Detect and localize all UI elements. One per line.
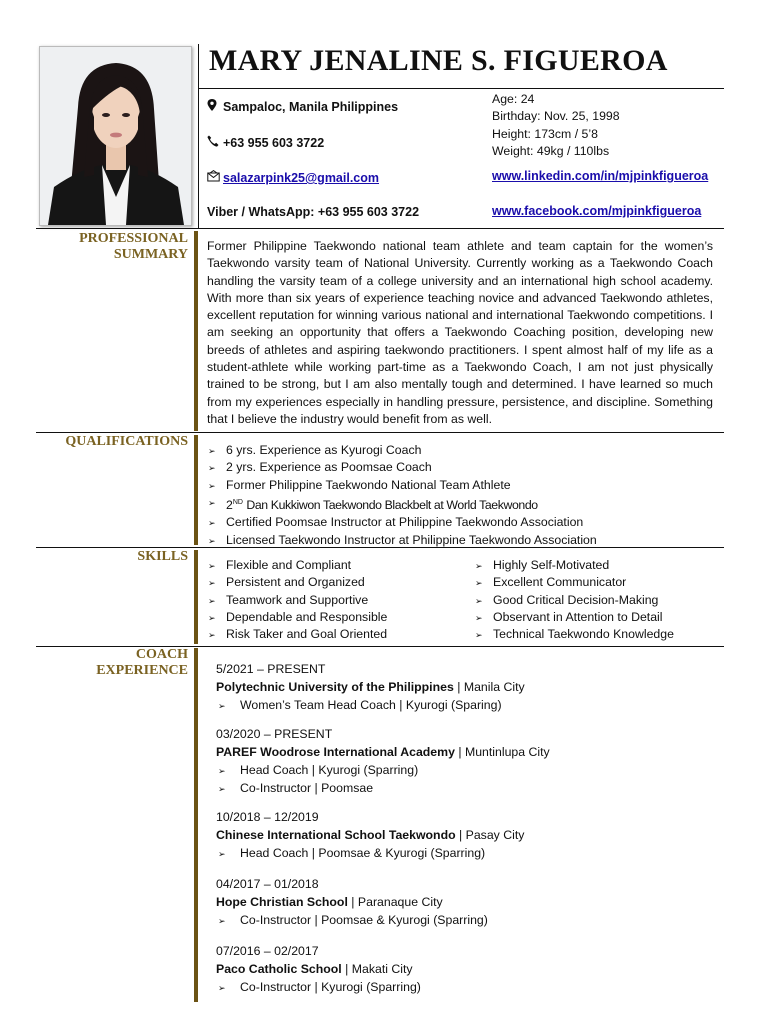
experience-section-title: [40, 647, 188, 679]
map-pin-icon: [207, 99, 223, 114]
section-divider: [36, 432, 724, 433]
experience-title-line2: EXPERIENCE: [96, 663, 188, 678]
phone-icon: [207, 135, 223, 150]
experience-org: Hope Christian School: [216, 895, 348, 909]
qualifications-section-title: QUALIFICATIONS: [65, 434, 188, 449]
list-item: ➢ Risk Taker and Goal Oriented: [207, 626, 387, 643]
summary-section-title: [40, 231, 188, 263]
section-divider: [36, 547, 724, 548]
phone-line: [207, 135, 324, 150]
list-item: [207, 494, 597, 514]
experience-city: Paranaque City: [357, 895, 443, 909]
summary-title-line1: PROFESSIONAL: [79, 231, 188, 246]
experience-role: ➢ Co-Instructor | Poomsae: [216, 779, 716, 797]
candidate-name: MARY JENALINE S. FIGUEROA: [209, 44, 668, 77]
experience-org: Chinese International School Taekwondo: [216, 828, 456, 842]
weight-text: Weight: 49kg / 110lbs: [492, 143, 610, 158]
qualifications-gold-bar: [194, 435, 198, 545]
location-text: Sampaloc, Manila Philippines: [223, 100, 399, 114]
experience-role: ➢ Co-Instructor | Kyurogi (Sparring): [216, 978, 716, 996]
experience-org: PAREF Woodrose International Academy: [216, 745, 455, 759]
experience-role: ➢ Women’s Team Head Coach | Kyurogi (Sparing): [216, 696, 716, 714]
facebook-link[interactable]: www.facebook.com/mjpinkfigueroa: [492, 204, 702, 218]
list-item: ➢ Excellent Communicator: [474, 574, 674, 591]
experience-city: Manila City: [463, 680, 525, 694]
list-item: ➢ Flexible and Compliant: [207, 557, 387, 574]
viber-line: Viber / WhatsApp: +63 955 603 3722: [207, 205, 420, 219]
email-line: [207, 170, 379, 185]
list-item: ➢ Good Critical Decision-Making: [474, 592, 674, 609]
experience-entry: [216, 942, 716, 996]
summary-title-line2: SUMMARY: [113, 247, 188, 262]
list-item: ➢ Teamwork and Supportive: [207, 592, 387, 609]
experience-entry: [216, 808, 716, 862]
phone-text: +63 955 603 3722: [223, 136, 325, 150]
qualifications-list: [207, 442, 597, 549]
linkedin-line: [492, 169, 708, 183]
experience-date: 5/2021 – PRESENT: [216, 662, 326, 676]
header-divider-horizontal: [199, 88, 724, 89]
age-text: Age: 24: [492, 92, 535, 106]
experience-city: Makati City: [351, 962, 413, 976]
experience-date: 07/2016 – 02/2017: [216, 944, 319, 958]
section-divider: [36, 228, 724, 229]
skills-section-title: SKILLS: [137, 549, 188, 564]
summary-gold-bar: [194, 231, 198, 431]
height-text: Height: 173cm / 5’8: [492, 126, 598, 141]
list-item: ➢ Observant in Attention to Detail: [474, 609, 674, 626]
linkedin-link[interactable]: www.linkedin.com/in/mjpinkfigueroa: [492, 169, 709, 183]
experience-role: ➢ Co-Instructor | Poomsae & Kyurogi (Sparring): [216, 911, 716, 929]
dan-text: Dan Kukkiwon Taekwondo Blackbelt at World Taekwondo: [246, 497, 538, 512]
experience-org-line: Polytechnic University of the Philippines | Manila City: [216, 680, 525, 694]
skills-gold-bar: [194, 550, 198, 644]
experience-org: Paco Catholic School: [216, 962, 342, 976]
list-item: ➢ 6 yrs. Experience as Kyurogi Coach: [207, 442, 597, 459]
experience-entry: [216, 660, 716, 714]
experience-org-line: Hope Christian School | Paranaque City: [216, 895, 443, 909]
experience-entry: [216, 875, 716, 929]
experience-gold-bar: [194, 648, 198, 1002]
list-item: ➢ 2 yrs. Experience as Poomsae Coach: [207, 459, 597, 476]
experience-entry: [216, 725, 716, 797]
list-item: ➢ Highly Self-Motivated: [474, 557, 674, 574]
envelope-icon: [207, 170, 223, 185]
experience-city: Muntinlupa City: [464, 745, 550, 759]
list-item: ➢ Technical Taekwondo Knowledge: [474, 626, 674, 643]
experience-org-line: Chinese International School Taekwondo | Pasay City: [216, 828, 525, 842]
experience-org-line: PAREF Woodrose International Academy | Muntinlupa City: [216, 745, 550, 759]
facebook-line: [492, 204, 701, 218]
email-link[interactable]: salazarpink25@gmail.com: [223, 171, 380, 185]
summary-text: Former Philippine Taekwondo national team athlete and team captain for the women’s Taekwondo varsity team of National University. Currently working as a Taekwondo Coach handling the varsity team of a college university and an international high school academy. With more than six years of experience teaching novice and advanced Taekwondo athletes, excellent reputation for winning various national and international Taekwondo competitions. I am seeking an opportunity that offers a Taekwondo Coaching position, developing new breeds of athletes and aspiring taekwondo practitioners. I spent almost half of my life as a student-athlete while working part-time as a Taekwondo Coach, I am not just physically trained to be strong, but I am also mentally tough and determined. I have learned so much from my experiences especially in handling pressure, persistence, and discipline. Something that I believe the industry would benefit from as well.: [207, 239, 713, 426]
dan-prefix: 2: [226, 497, 233, 512]
location-line: [207, 99, 398, 114]
profile-photo: [39, 46, 192, 226]
experience-org: Polytechnic University of the Philippines: [216, 680, 454, 694]
header-divider-vertical: [198, 44, 199, 228]
experience-city: Pasay City: [465, 828, 525, 842]
dan-superscript: ND: [232, 498, 243, 506]
list-item: ➢ Certified Poomsae Instructor at Philippine Taekwondo Association: [207, 514, 597, 531]
birthday-text: Birthday: Nov. 25, 1998: [492, 109, 620, 124]
list-item: ➢ Former Philippine Taekwondo National Team Athlete: [207, 477, 597, 494]
experience-title-line1: COACH: [135, 647, 188, 662]
list-item: ➢ Licensed Taekwondo Instructor at Philippine Taekwondo Association: [207, 532, 597, 549]
skills-list-left: [207, 557, 387, 643]
list-item: ➢ Persistent and Organized: [207, 574, 387, 591]
experience-date: 04/2017 – 01/2018: [216, 877, 319, 891]
portrait-image: [40, 47, 191, 225]
experience-date: 03/2020 – PRESENT: [216, 727, 333, 741]
list-item: ➢ Dependable and Responsible: [207, 609, 387, 626]
skills-list-right: [474, 557, 674, 643]
experience-role: ➢ Head Coach | Poomsae & Kyurogi (Sparring): [216, 844, 716, 862]
personal-details: [492, 91, 620, 160]
experience-org-line: Paco Catholic School | Makati City: [216, 962, 413, 976]
experience-date: 10/2018 – 12/2019: [216, 810, 319, 824]
experience-role: ➢ Head Coach | Kyurogi (Sparring): [216, 761, 716, 779]
